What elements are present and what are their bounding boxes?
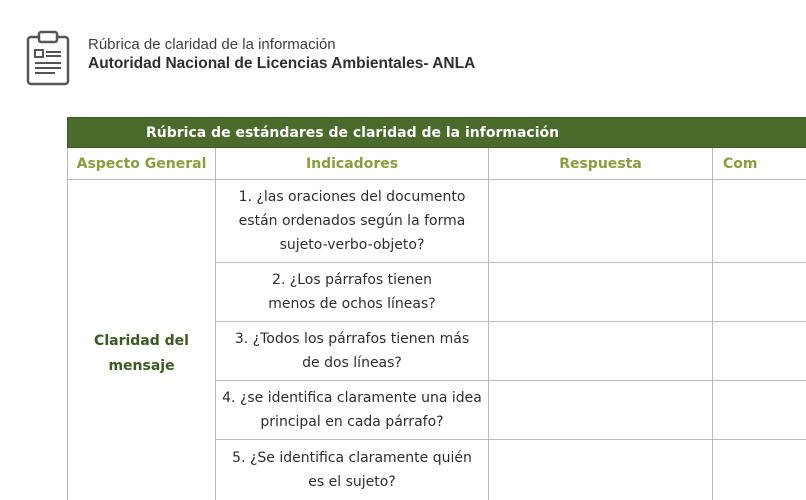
table-title-row <box>68 118 806 148</box>
respuesta-cell[interactable] <box>489 180 713 263</box>
column-header-aspecto: Aspecto General <box>68 148 216 180</box>
table-title: Rúbrica de estándares de claridad de la información <box>68 118 806 148</box>
comentario-cell[interactable] <box>713 180 806 263</box>
header-title: Autoridad Nacional de Licencias Ambientales- ANLA <box>88 55 476 72</box>
comentario-cell[interactable] <box>713 381 806 440</box>
column-header-comentarios: Com <box>713 148 806 180</box>
header-subtitle: Rúbrica de claridad de la información <box>88 36 336 53</box>
indicator-cell <box>216 180 489 263</box>
indicator-text: 2. ¿Los párrafos tienen menos de ochos líneas? <box>268 272 436 312</box>
table-row <box>68 180 806 263</box>
respuesta-cell[interactable] <box>489 381 713 440</box>
comentario-cell[interactable] <box>713 263 806 322</box>
comentario-cell[interactable] <box>713 440 806 500</box>
column-header-respuesta: Respuesta <box>489 148 713 180</box>
indicator-text: 1. ¿las oraciones del documento están ordenados según la forma sujeto-verbo-objeto? <box>238 189 466 253</box>
rubric-table <box>67 117 806 500</box>
table-header-row <box>68 148 806 180</box>
respuesta-cell[interactable] <box>489 263 713 322</box>
respuesta-cell[interactable] <box>489 322 713 381</box>
indicator-text: 5. ¿Se identifica claramente quién es el sujeto? <box>232 450 472 490</box>
aspect-label: Claridad del mensaje <box>94 333 189 374</box>
indicator-text: 4. ¿se identifica claramente una idea principal en cada párrafo? <box>222 390 482 430</box>
aspect-cell <box>68 180 216 500</box>
header-text-block <box>88 36 475 74</box>
indicator-cell <box>216 381 489 440</box>
indicator-text: 3. ¿Todos los párrafos tienen más de dos líneas? <box>234 331 470 371</box>
indicator-cell <box>216 440 489 500</box>
respuesta-cell[interactable] <box>489 440 713 500</box>
column-header-indicadores: Indicadores <box>216 148 489 180</box>
indicator-cell <box>216 322 489 381</box>
comentario-cell[interactable] <box>713 322 806 381</box>
clipboard-document-icon <box>25 30 71 86</box>
indicator-cell <box>216 263 489 322</box>
